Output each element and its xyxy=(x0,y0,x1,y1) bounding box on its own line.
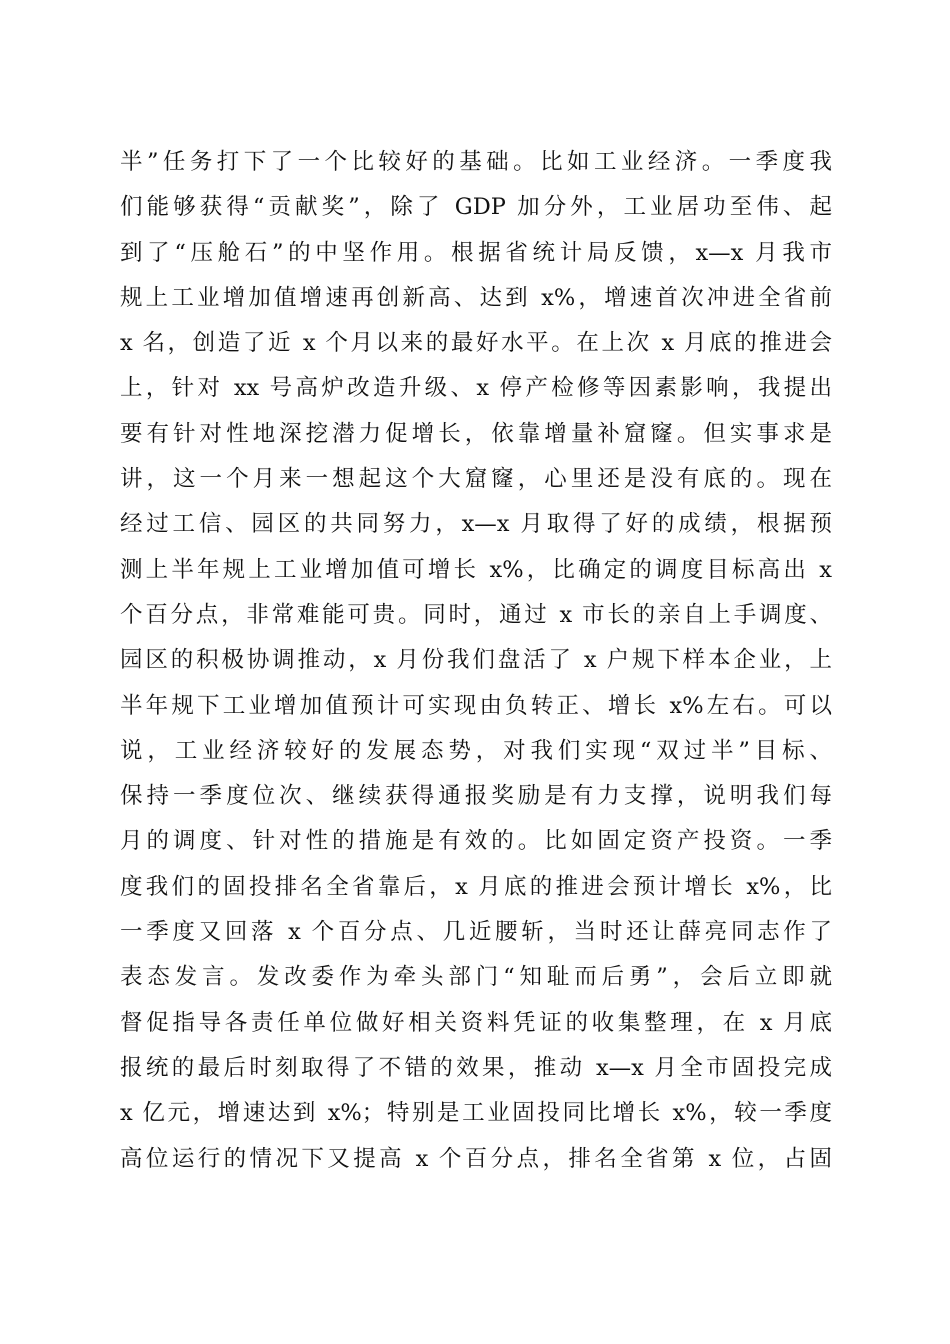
text-line: 月的调度、针对性的措施是有效的。比如固定资产投资。一季 xyxy=(120,828,832,855)
text-line: 要有针对性地深挖潜力促增长，依靠增量补窟窿。但实事求是 xyxy=(120,420,832,447)
text-line: 测上半年规上工业增加值可增长 x%，比确定的调度目标高出 x xyxy=(120,556,832,583)
body-paragraph xyxy=(120,140,840,1182)
text-line: 到了“压舱石”的中坚作用。根据省统计局反馈，x—x 月我市 xyxy=(120,239,832,266)
text-line: 督促指导各责任单位做好相关资料凭证的收集整理，在 x 月底 xyxy=(120,1009,832,1036)
text-line: 讲，这一个月来一想起这个大窟窿，心里还是没有底的。现在 xyxy=(120,466,832,493)
text-line: 半年规下工业增加值预计可实现由负转正、增长 x%左右。可以 xyxy=(120,692,832,719)
text-line: 一季度又回落 x 个百分点、几近腰斩，当时还让薛亮同志作了 xyxy=(120,919,832,946)
text-line: 个百分点，非常难能可贵。同时，通过 x 市长的亲自上手调度、 xyxy=(120,601,832,628)
text-line: 们能够获得“贡献奖”，除了 GDP 加分外，工业居功至伟、起 xyxy=(120,194,832,221)
text-line: 保持一季度位次、继续获得通报奖励是有力支撑，说明我们每 xyxy=(120,783,832,810)
text-line: 半”任务打下了一个比较好的基础。比如工业经济。一季度我 xyxy=(120,149,832,175)
text-line: x 名，创造了近 x 个月以来的最好水平。在上次 x 月底的推进会 xyxy=(120,330,832,357)
text-line: 园区的积极协调推动，x 月份我们盘活了 x 户规下样本企业，上 xyxy=(120,647,832,674)
text-line: 表态发言。发改委作为牵头部门“知耻而后勇”，会后立即就 xyxy=(120,964,832,991)
text-line: 高位运行的情况下又提高 x 个百分点，排名全省第 x 位，占固 xyxy=(120,1145,832,1172)
text-line: 上，针对 xx 号高炉改造升级、x 停产检修等因素影响，我提出 xyxy=(120,375,832,402)
text-line: 规上工业增加值增速再创新高、达到 x%，增速首次冲进全省前 xyxy=(120,284,832,311)
text-line: 报统的最后时刻取得了不错的效果，推动 x—x 月全市固投完成 xyxy=(120,1054,832,1081)
text-line: 度我们的固投排名全省靠后，x 月底的推进会预计增长 x%，比 xyxy=(120,873,832,900)
text-line: 说，工业经济较好的发展态势，对我们实现“双过半”目标、 xyxy=(120,737,832,764)
text-line: 经过工信、园区的共同努力，x—x 月取得了好的成绩，根据预 xyxy=(120,511,832,538)
text-line: x 亿元，增速达到 x%；特别是工业固投同比增长 x%，较一季度 xyxy=(120,1100,832,1127)
